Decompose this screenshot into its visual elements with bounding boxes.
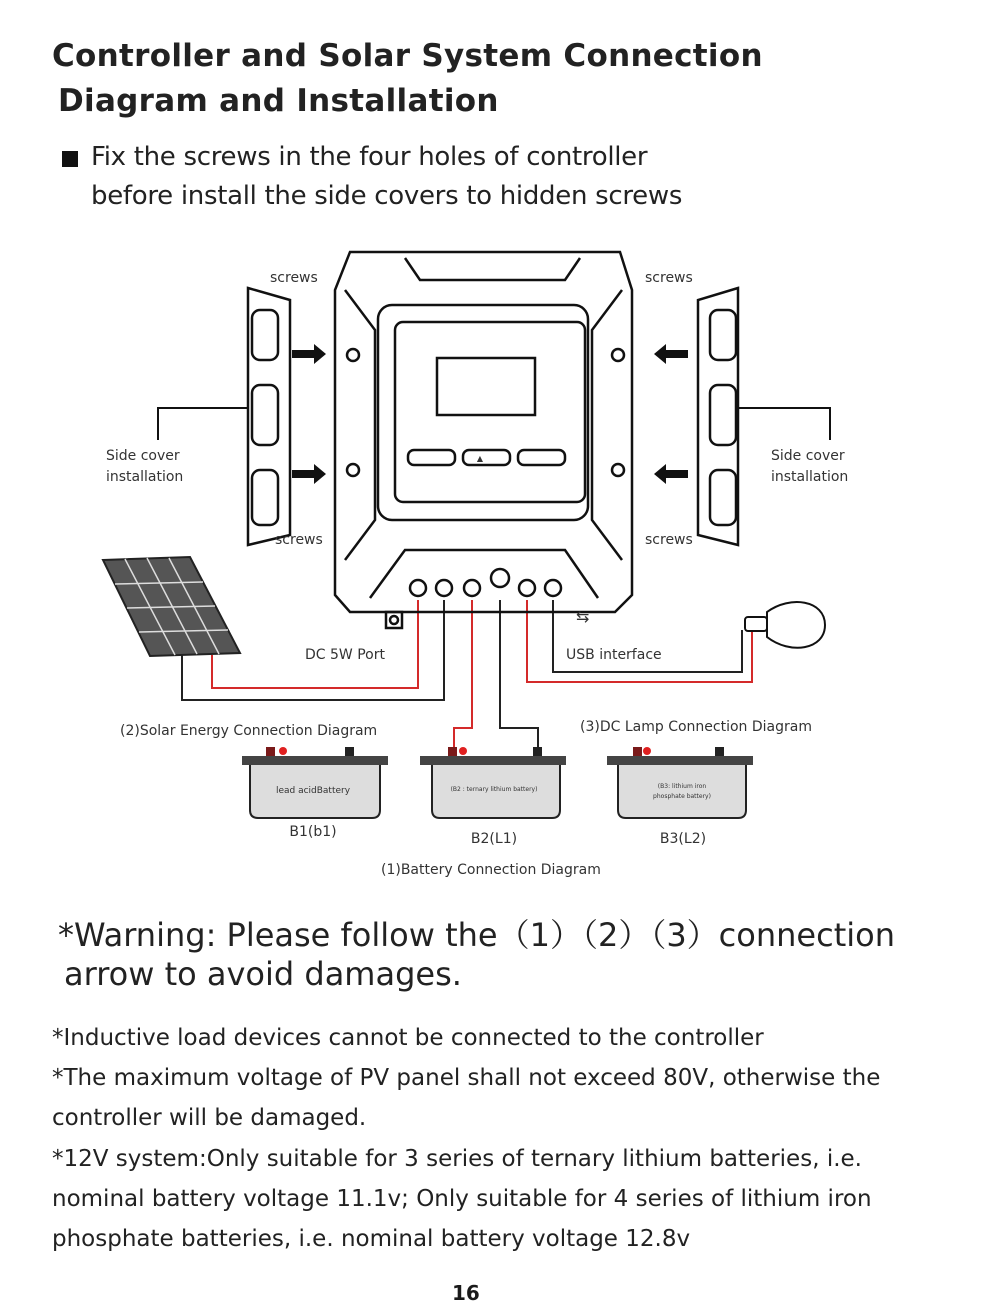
battery-negative-wire (500, 600, 538, 748)
note-line: controller will be damaged. (52, 1105, 367, 1131)
usb-label: USB interface (566, 647, 662, 663)
page-title-line1: Controller and Solar System Connection (52, 38, 763, 74)
solar-panel-icon (103, 557, 240, 656)
menu-button (408, 450, 455, 465)
note-line: *Inductive load devices cannot be connected to the controller (52, 1025, 764, 1051)
warning-line2: arrow to avoid damages. (64, 955, 462, 993)
connection-diagram (0, 240, 1000, 890)
lamp-caption: (3)DC Lamp Connection Diagram (580, 719, 812, 735)
screws-label-top-right: screws (645, 270, 693, 286)
page-title-line2: Diagram and Installation (58, 83, 499, 119)
screws-label-top-left: screws (270, 270, 318, 286)
battery-positive-wire (454, 600, 472, 748)
battery-b3-name: B3(L2) (659, 831, 707, 847)
diagram-label: lead acidBattery (275, 786, 351, 796)
controller (335, 252, 632, 628)
battery-caption: (1)Battery Connection Diagram (381, 862, 601, 878)
dc-port-icon (386, 612, 402, 628)
page-number: 16 (452, 1281, 480, 1305)
note-line: phosphate batteries, i.e. nominal battery voltage 12.8v (52, 1226, 691, 1252)
svg-text:▲: ▲ (476, 454, 484, 463)
battery-b1-name: B1(b1) (289, 824, 337, 840)
battery-b3 (607, 747, 753, 847)
side-cover-label-right-1: Side cover (771, 448, 845, 464)
lamp-bulb-icon (745, 602, 825, 648)
solar-caption: (2)Solar Energy Connection Diagram (120, 723, 378, 739)
side-cover-label-left-2: installation (106, 469, 184, 485)
battery-b1 (242, 747, 388, 840)
battery-b2 (420, 747, 566, 847)
side-cover-label-right-2: installation (771, 469, 849, 485)
lcd-screen (437, 358, 535, 415)
side-cover-label-left-1: Side cover (106, 448, 180, 464)
battery-b2-name: B2(L1) (470, 831, 518, 847)
bullet-square-icon (62, 151, 78, 167)
note-line: *The maximum voltage of PV panel shall not exceed 80V, otherwise the (52, 1065, 881, 1091)
diagram-label: phosphate battery) (653, 793, 711, 800)
instruction-line2: before install the side covers to hidden screws (91, 181, 683, 211)
svg-text:⇆: ⇆ (576, 607, 590, 626)
right-side-cover (698, 288, 738, 545)
screws-label-bottom-left: screws (275, 532, 323, 548)
warning-line1: *Warning: Please follow the（1）（2）（3）connection (58, 916, 895, 954)
instruction-line1: Fix the screws in the four holes of controller (91, 142, 648, 172)
diagram-label: (B3: lithium iron (657, 783, 707, 790)
diagram-label: (B2 : ternary lithium battery) (450, 786, 538, 793)
note-line: *12V system:Only suitable for 3 series of ternary lithium batteries, i.e. (52, 1146, 862, 1172)
up-button (463, 450, 510, 465)
left-side-cover (248, 288, 290, 545)
down-button (518, 450, 565, 465)
dc-port-label: DC 5W Port (305, 647, 385, 663)
note-line: nominal battery voltage 11.1v; Only suitable for 4 series of lithium iron (52, 1186, 872, 1212)
screws-label-bottom-right: screws (645, 532, 693, 548)
